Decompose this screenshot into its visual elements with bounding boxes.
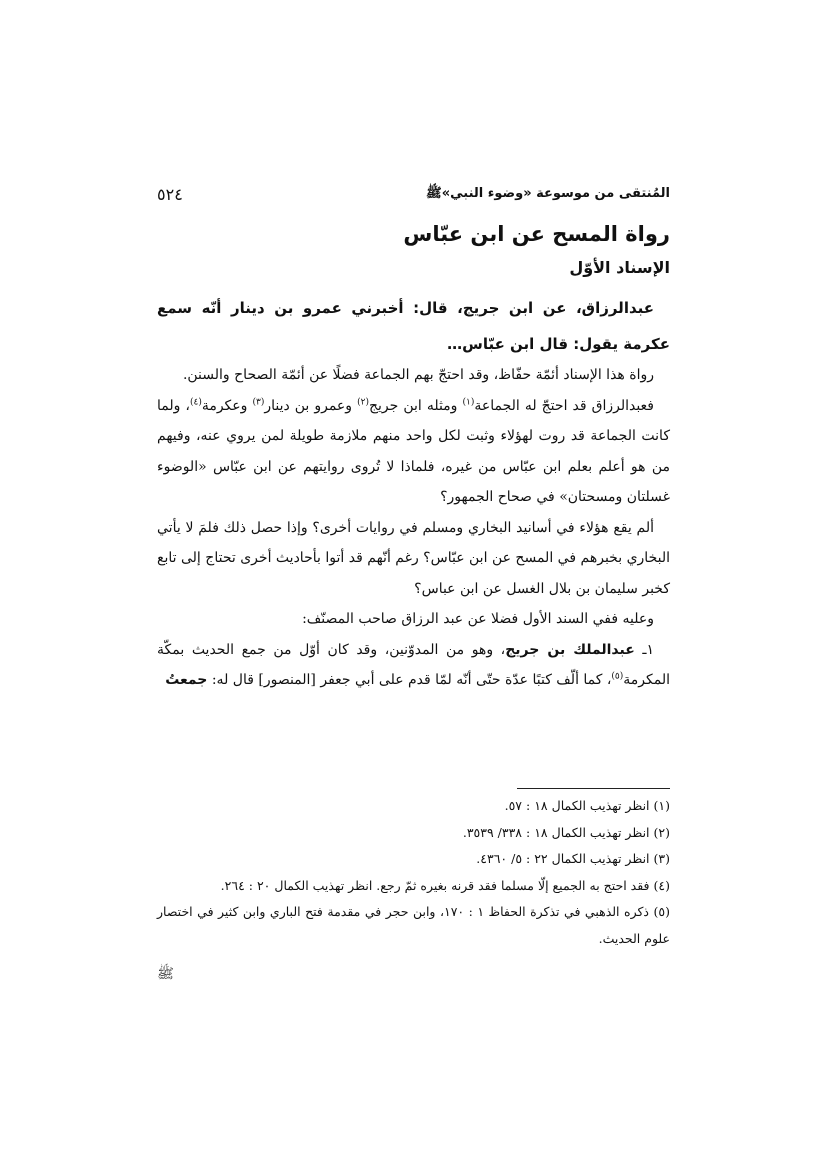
body-text <box>157 360 670 696</box>
footnote-divider <box>517 788 670 789</box>
section-title: رواة المسح عن ابن عبّاس <box>403 222 670 246</box>
footnote: (٣) انظر تهذيب الكمال ٢٢ : ٥/ ٤٣٦٠. <box>476 851 670 866</box>
paragraph-1: رواة هذا الإسناد أئمّة حفّاظ، وقد احتجّ بهم الجماعة فضلًا عن أئمّة الصحاح والسنن. <box>182 367 654 383</box>
running-title: المُنتقى من موسوعة «وضوء النبي»ﷺ <box>426 185 670 201</box>
page-header <box>157 180 670 208</box>
footnote-ref[interactable]: (٥) <box>611 671 624 682</box>
paragraph-2: فعبدالرزاق قد احتجّ له الجماعة$^{(١)}$ ومثله ابن جريج$^{(٢)}$ وعمرو بن دينار$^{(٣)}$ وعكرمة$^{(٤)}$، ولما كانت الجماعة قد روت لهؤلاء وثبت لكل واحد منهم ملازمة طويلة لمن يروي عنه، وفيهم من هو أعلم بعلم ابن عبّاس من غيره، فلماذا لا تُروى روايتهم عن ابن عبّاس «الوضوء غسلتان ومسحتان» في صحاح الجمهور؟ <box>157 396 670 505</box>
page-number: ٥٢٤ <box>157 184 183 204</box>
footnote-ref[interactable]: (٢) <box>357 396 369 407</box>
paragraph-5: ١ـ عبدالملك بن جريج، وهو من المدوّنين، وقد كان أوّل من جمع الحديث بمكّة المكرمة$^{(٥)}$، كما ألّف كتبًا عدّة حتّى أنّه لمّا قدم على أبي جعفر [المنصور] قال له: جمعتُ <box>157 641 670 688</box>
footnote-ref[interactable]: (٣) <box>252 396 265 407</box>
narrator-name: عبدالملك بن جريج <box>505 641 635 658</box>
footnote: (١) انظر تهذيب الكمال ١٨ : ٥٧. <box>504 798 670 813</box>
footnote-ref[interactable]: (٤) <box>189 396 202 407</box>
continuation-mark: ﷺ <box>157 966 174 982</box>
subheading: الإسناد الأوّل <box>569 258 670 277</box>
isnad-paragraph: عبدالرزاق، عن ابن جريج، قال: أخبرني عمرو بن دينار أنّه سمع عكرمة يقول: قال ابن عبّاس… <box>157 299 670 353</box>
paragraph-3: ألم يقع هؤلاء في أسانيد البخاري ومسلم في روايات أخرى؟ وإذا حصل ذلك فلمَ لا يأتي البخاري بخبرهم في المسح عن ابن عبّاس؟ رغم أنّهم قد أتوا بأحاديث أخرى تحتاج إلى تابع كخبر سليمان بن بلال الغسل عن ابن عباس؟ <box>157 519 670 597</box>
footnote: (٥) ذكره الذهبي في تذكرة الحفاظ ١ : ١٧٠، وابن حجر في مقدمة فتح الباري وابن كثير في اختصار علوم الحديث. <box>157 904 670 946</box>
footnote: (٤) فقد احتج به الجميع إلّا مسلما فقد قرنه بغيره ثمّ رجع. انظر تهذيب الكمال ٢٠ : ٢٦٤. <box>220 877 670 893</box>
paragraph-4: وعليه ففي السند الأول فضلا عن عبد الرزاق صاحب المصنّف: <box>302 611 654 627</box>
footnote: (٢) انظر تهذيب الكمال ١٨ : ٣٣٨/ ٣٥٣٩. <box>462 824 670 840</box>
footnotes <box>157 793 670 952</box>
footnote-ref[interactable]: (١) <box>462 396 475 407</box>
